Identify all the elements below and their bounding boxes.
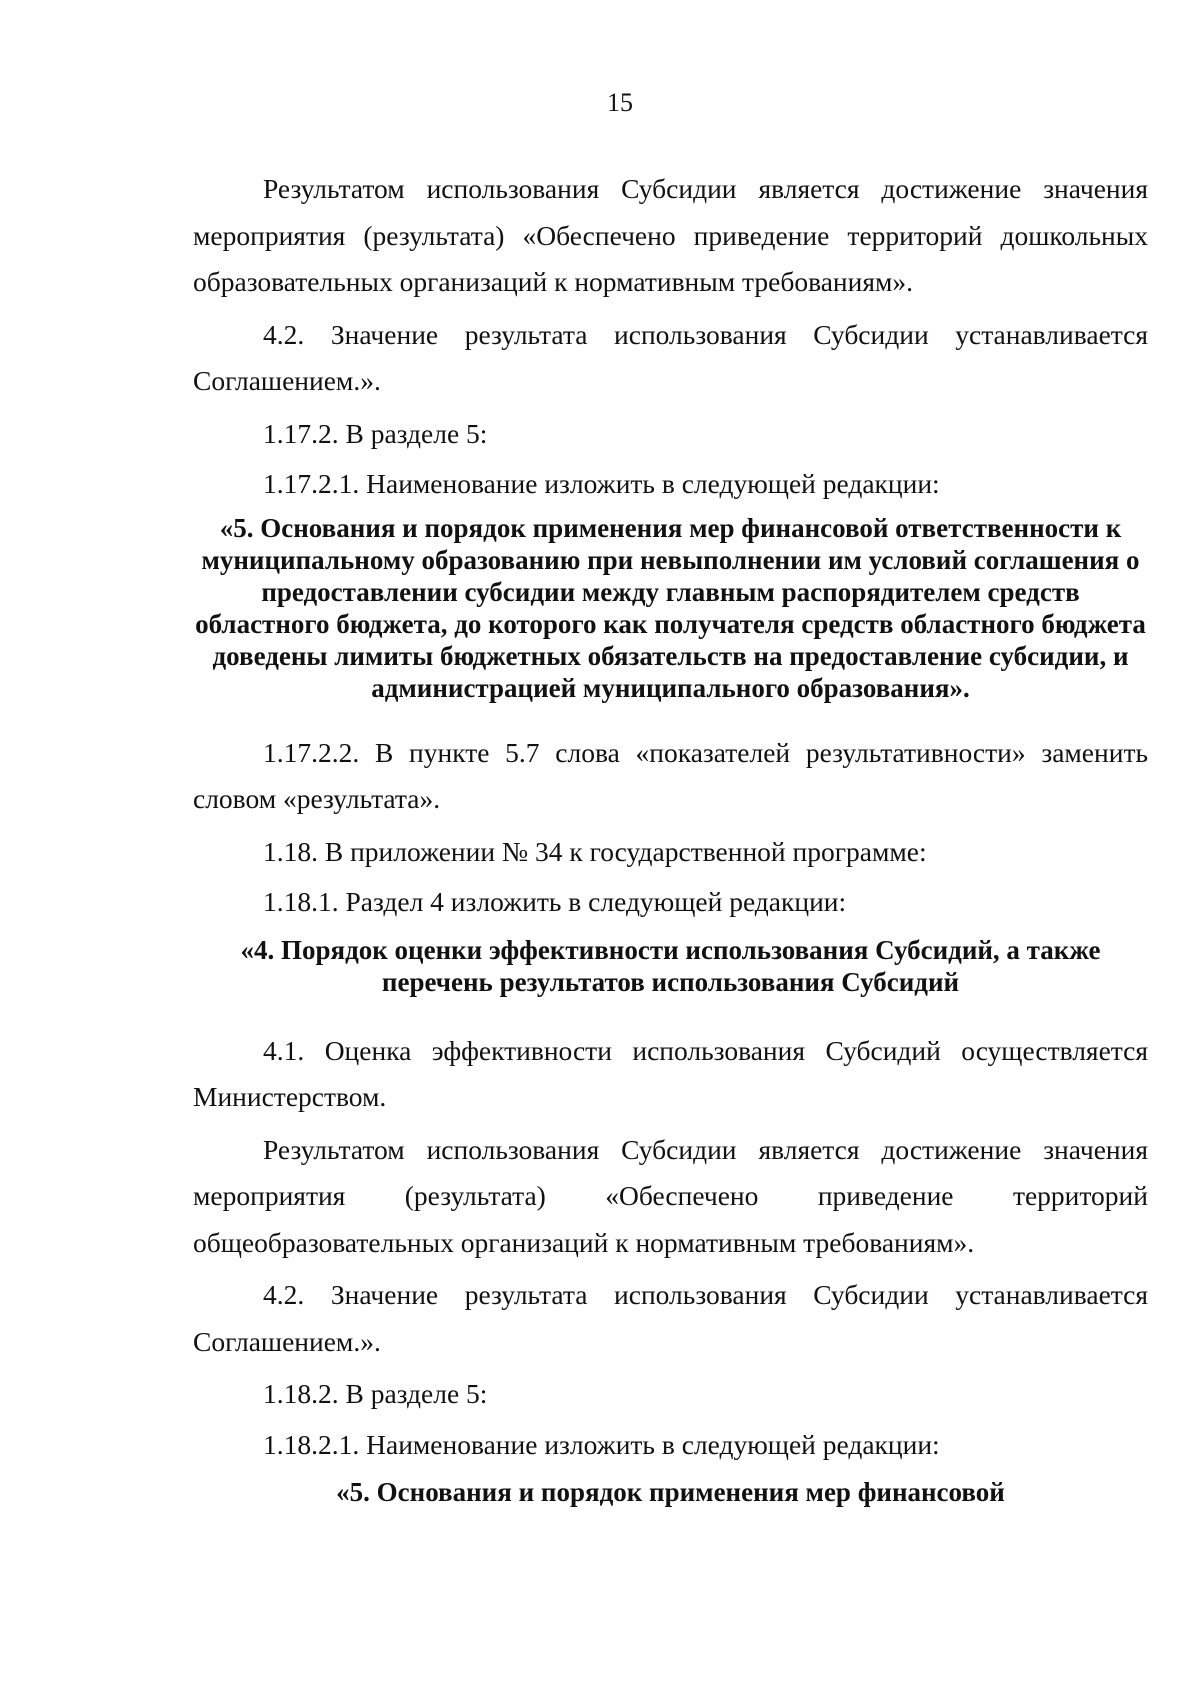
- paragraph-1-18: 1.18. В приложении № 34 к государственной программе:: [263, 835, 927, 867]
- paragraph-1-18-2-1: 1.18.2.1. Наименование изложить в следующей редакции:: [263, 1428, 940, 1460]
- paragraph-4-2-value-second: 4.2. Значение результата использования Субсидии устанавливается Соглашением.».: [193, 1279, 1148, 1357]
- paragraph-result-general-education: Результатом использования Субсидии является достижение значения мероприятия (результата) «Обеспечено приведение территорий общеобразовательных организаций к нормативным требованиям».: [193, 1133, 1148, 1258]
- document-body: [193, 166, 1148, 1534]
- section-5-heading: «5. Основания и порядок применения мер финансовой ответственности к муниципальному образованию при невыполнении им условий соглашения о предоставлении субсидии между главным распорядителем средств областного бюджета, до которого как получателя средств областного бюджета доведены лимиты бюджетных обязательств на предоставление субсидии, и администрацией муниципального образования».: [195, 512, 1146, 703]
- paragraph-1-17-2-2: 1.17.2.2. В пункте 5.7 слова «показателей результативности» заменить словом «результата».: [193, 736, 1148, 814]
- paragraph-1-17-2: 1.17.2. В разделе 5:: [263, 417, 488, 449]
- paragraph-4-2-value: 4.2. Значение результата использования Субсидии устанавливается Соглашением.».: [193, 318, 1148, 396]
- paragraph-1-17-2-1: 1.17.2.1. Наименование изложить в следующей редакции:: [263, 468, 940, 499]
- section-4-heading: «4. Порядок оценки эффективности использования Субсидий, а также перечень результатов использования Субсидий: [240, 934, 1101, 997]
- paragraph-4-1-assessment: 4.1. Оценка эффективности использования Субсидий осуществляется Министерством.: [193, 1034, 1148, 1112]
- section-5-heading-continued: «5. Основания и порядок применения мер финансовой: [336, 1477, 1005, 1507]
- paragraph-result-preschool: Результатом использования Субсидии является достижение значения мероприятия (результата) «Обеспечено приведение территорий дошкольных образовательных организаций к нормативным требованиям».: [193, 173, 1148, 297]
- paragraph-1-18-2: 1.18.2. В разделе 5:: [263, 1378, 488, 1409]
- paragraph-1-18-1: 1.18.1. Раздел 4 изложить в следующей редакции:: [263, 886, 847, 917]
- page-number: 15: [607, 88, 633, 117]
